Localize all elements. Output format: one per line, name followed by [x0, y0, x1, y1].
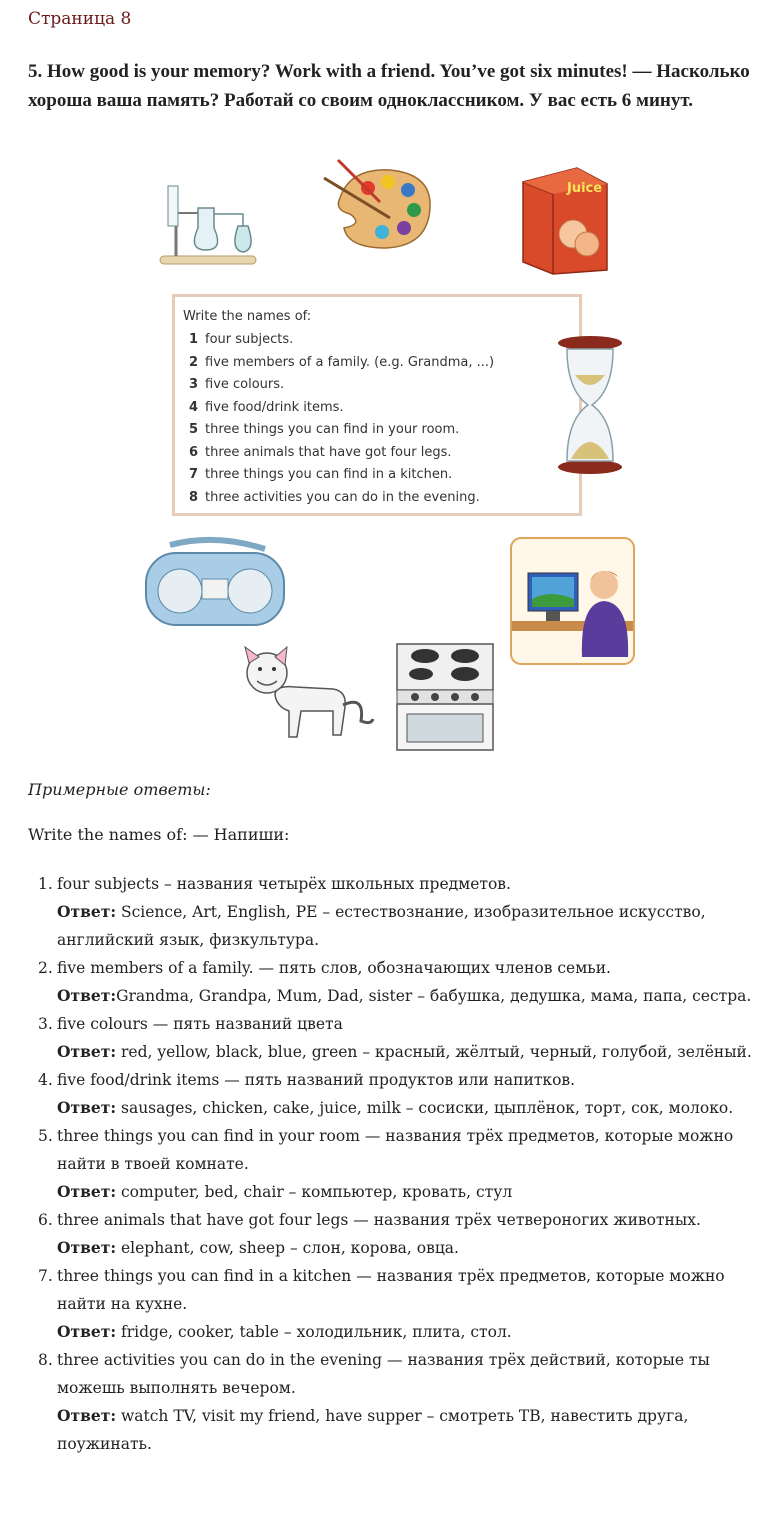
item-answer: computer, bed, chair – компьютер, кровать, стул: [116, 1183, 513, 1201]
radio-cassette-icon: [140, 535, 290, 635]
item-answer: Grandma, Grandpa, Mum, Dad, sister – бабушка, дедушка, мама, папа, сестра.: [116, 987, 752, 1005]
item-question: three things you can find in a kitchen — названия трёх предметов, которые можно найти на кухне.: [57, 1267, 725, 1313]
exercise-item: [183, 487, 579, 510]
list-item: [28, 1066, 758, 1122]
exercise-item-number: 6: [189, 444, 199, 460]
list-item: [28, 870, 758, 954]
list-item: [28, 1206, 758, 1262]
exercise-item-text: three things you can find in a kitchen.: [205, 467, 453, 482]
exercise-item-number: 7: [189, 467, 199, 482]
item-answer: red, yellow, black, blue, green – красный, жёлтый, черный, голубой, зелёный.: [116, 1043, 752, 1061]
item-number: 6.: [38, 1211, 53, 1229]
answers-list: [28, 870, 758, 1458]
exercise-item-text: five colours.: [205, 377, 285, 392]
item-answer: watch TV, visit my friend, have supper – смотреть ТВ, навестить друга, поужинать.: [57, 1407, 689, 1453]
list-item: [28, 1122, 758, 1206]
item-question: five members of a family. — пять слов, обозначающих членов семьи.: [57, 959, 611, 977]
item-question: five food/drink items — пять названий продуктов или напитков.: [57, 1071, 576, 1089]
cooker-icon: [395, 642, 495, 754]
item-number: 7.: [38, 1267, 53, 1285]
exercise-item: [183, 374, 579, 397]
exercise-item-number: 2: [189, 354, 199, 370]
item-question: three animals that have got four legs — названия трёх четвероногих животных.: [57, 1211, 701, 1229]
exercise-item: [183, 419, 579, 442]
item-question: four subjects – названия четырёх школьных предметов.: [57, 875, 511, 893]
exercise-item-text: five food/drink items.: [205, 399, 344, 415]
hourglass-icon: [555, 335, 625, 475]
answer-label: Ответ:: [57, 1098, 117, 1117]
exercise-illustration: [130, 150, 650, 765]
exercise-item: [183, 397, 579, 420]
juice-label: Juice: [567, 181, 603, 196]
item-answer: Science, Art, English, PE – естествознание, изобразительное искусство, английский язык, физкультура.: [57, 903, 706, 949]
exercise-item: [183, 329, 579, 352]
item-answer: sausages, chicken, cake, juice, milk – сосиски, цыплёнок, торт, сок, молоко.: [116, 1099, 734, 1117]
answers-heading: Примерные ответы:: [28, 780, 211, 799]
exercise-item: [183, 442, 579, 465]
exercise-item-text: four subjects.: [205, 332, 294, 347]
list-item: [28, 1010, 758, 1066]
write-heading: Write the names of: — Напиши:: [28, 825, 290, 844]
list-item: [28, 1346, 758, 1458]
item-question: five colours — пять названий цвета: [57, 1015, 343, 1033]
item-number: 1.: [38, 875, 53, 893]
list-item: [28, 1262, 758, 1346]
item-question: three things you can find in your room — названия трёх предметов, которые можно найти в твоей комнате.: [57, 1127, 734, 1173]
page-label: Страница 8: [28, 9, 132, 29]
item-number: 8.: [38, 1351, 53, 1369]
list-item: [28, 954, 758, 1010]
lab-equipment-icon: [158, 178, 258, 268]
juice-box-icon: [515, 162, 615, 277]
cat-icon: [235, 645, 375, 745]
item-answer: elephant, cow, sheep – слон, корова, овца.: [116, 1239, 459, 1257]
exercise-item-text: three activities you can do in the evening.: [205, 489, 480, 505]
exercise-item-number: 1: [189, 332, 199, 347]
exercise-box: [172, 294, 582, 516]
item-answer: fridge, cooker, table – холодильник, плита, стол.: [116, 1323, 512, 1341]
boy-computer-icon: [510, 537, 635, 665]
exercise-item-number: 4: [189, 399, 199, 415]
item-number: 5.: [38, 1127, 53, 1145]
answer-label: Ответ:: [57, 1238, 117, 1257]
exercise-item-text: three things you can find in your room.: [205, 422, 460, 437]
item-number: 2.: [38, 959, 53, 977]
exercise-item-number: 8: [189, 489, 199, 505]
exercise-box-heading: Write the names of:: [183, 309, 312, 324]
item-question: three activities you can do in the evening — названия трёх действий, которые ты можешь выполнять вечером.: [57, 1351, 710, 1397]
task-heading: 5. How good is your memory? Work with a friend. You’ve got six minutes! — Насколько хороша ваша память? Работай со своим одноклассником. У вас есть 6 минут.: [28, 61, 750, 111]
answer-label: Ответ:: [57, 1042, 117, 1061]
answer-label: Ответ:: [57, 1406, 117, 1425]
exercise-item-text: three animals that have got four legs.: [205, 444, 452, 460]
palette-icon: [320, 158, 440, 258]
exercise-item-number: 3: [189, 377, 199, 392]
exercise-item: [183, 464, 579, 487]
item-number: 4.: [38, 1071, 53, 1089]
item-number: 3.: [38, 1015, 53, 1033]
answer-label: Ответ:: [57, 902, 117, 921]
exercise-item: [183, 352, 579, 375]
answer-label: Ответ:: [57, 1322, 117, 1341]
exercise-item-number: 5: [189, 422, 199, 437]
answer-label: Ответ:: [57, 1182, 117, 1201]
exercise-item-text: five members of a family. (e.g. Grandma, ...): [205, 354, 495, 370]
answer-label: Ответ:: [57, 986, 117, 1005]
